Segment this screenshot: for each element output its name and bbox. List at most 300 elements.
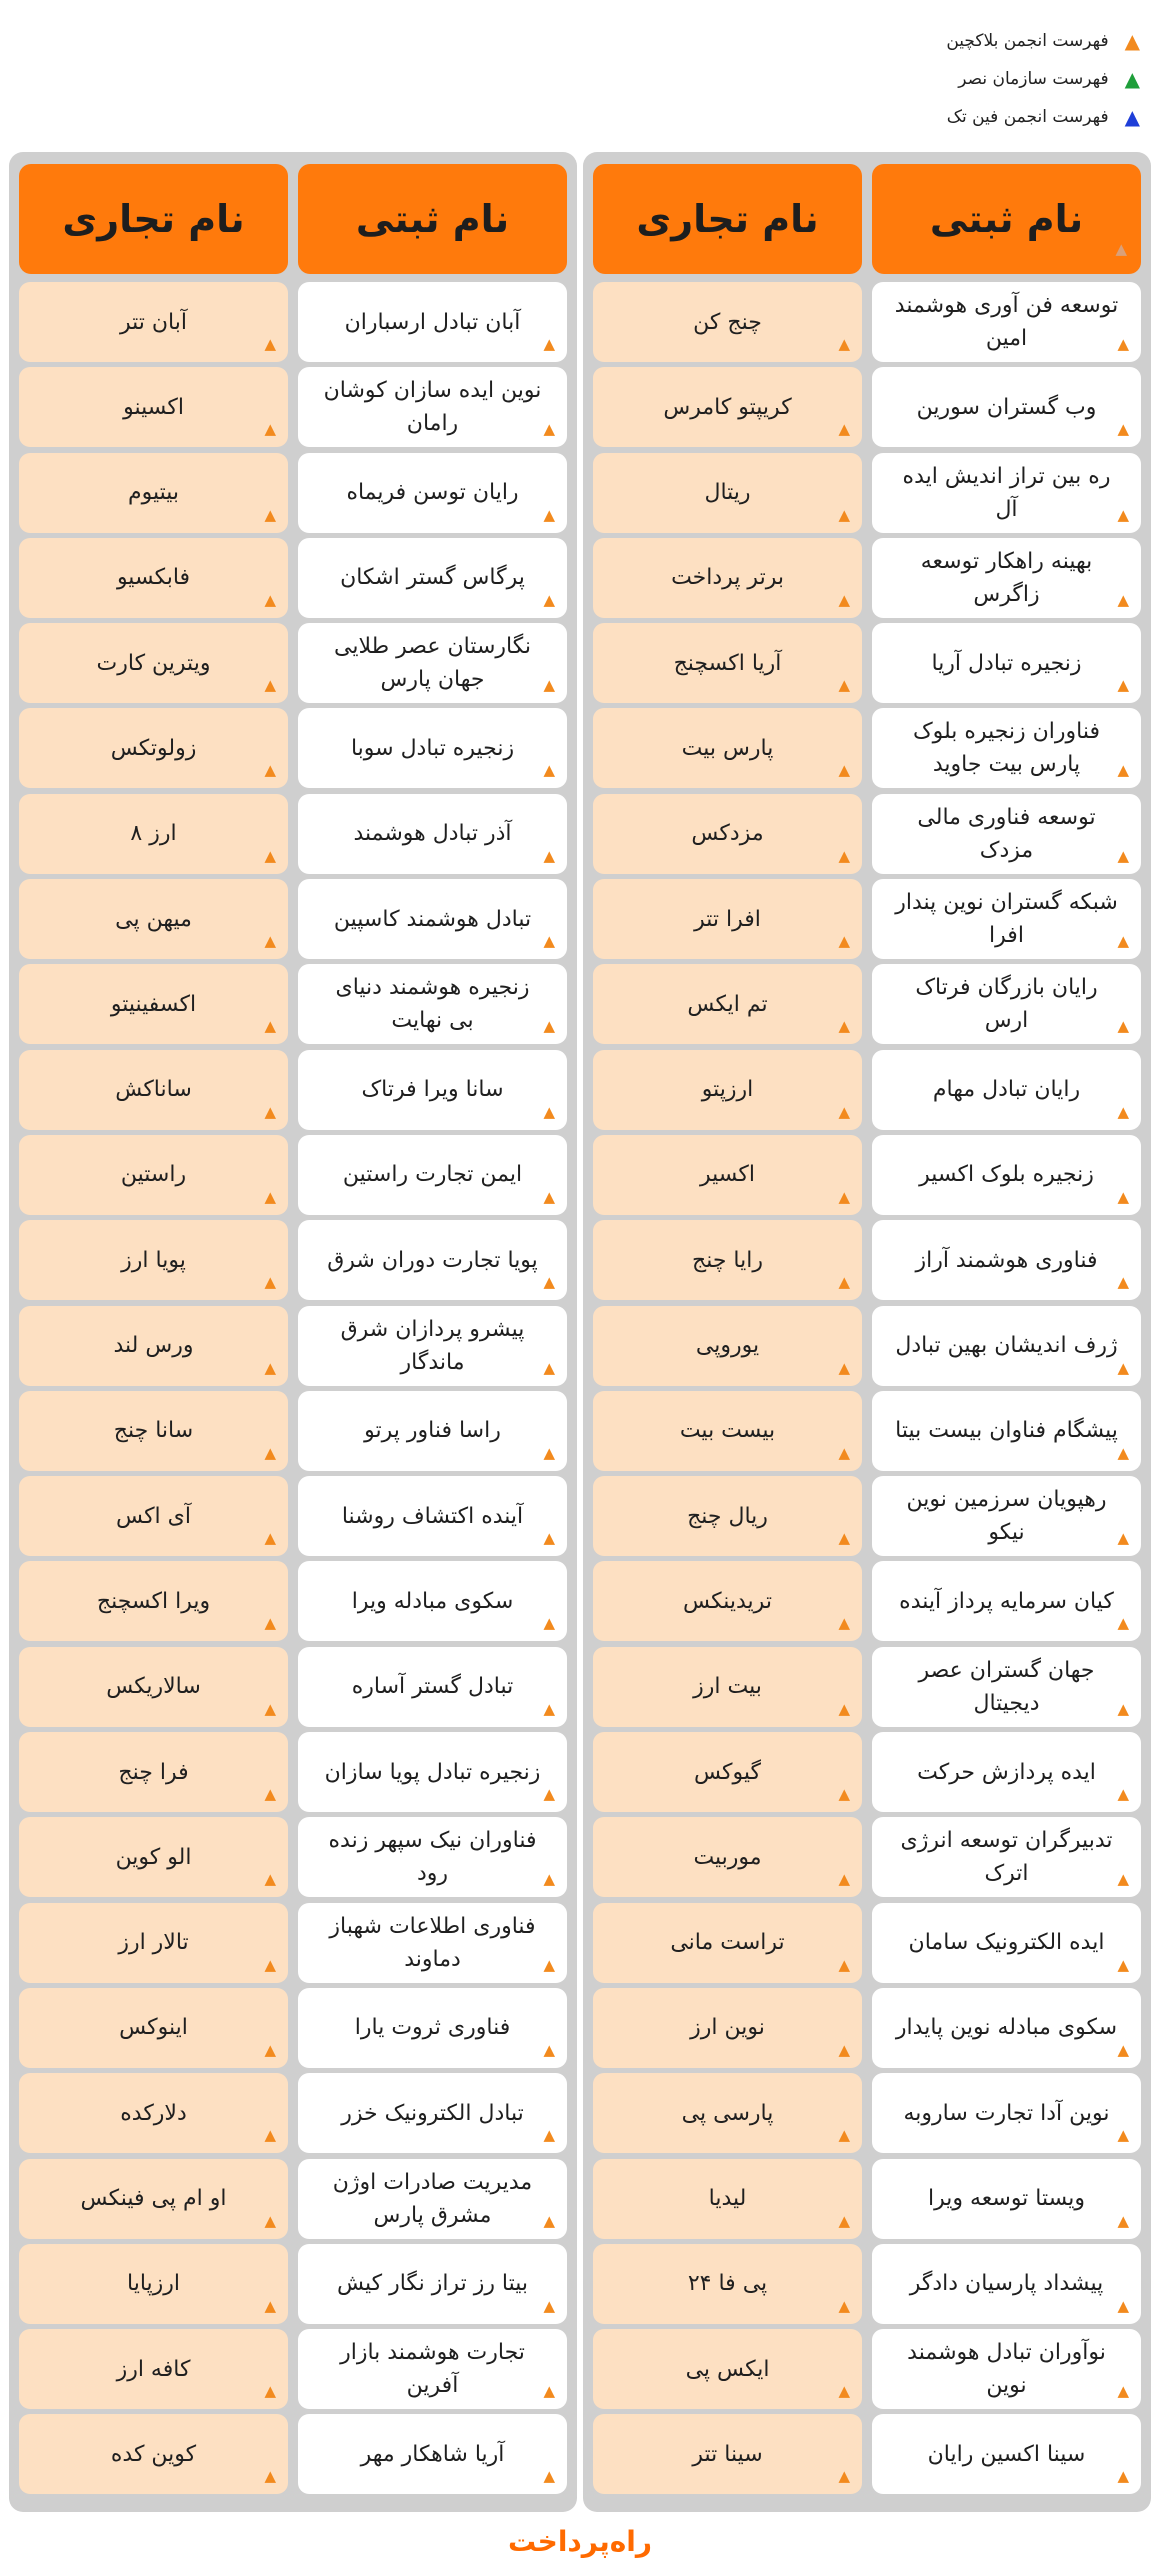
brand-cell: [19, 282, 288, 362]
registered-name-cell: [298, 2159, 567, 2239]
brand-cell-text: او ام پی فینکس: [80, 2186, 227, 2212]
triangle-icon: ▲: [1117, 932, 1129, 951]
brand-cell-text: ایکس پی: [685, 2356, 770, 2382]
registered-name-cell: [872, 2159, 1141, 2239]
triangle-icon: ▲: [264, 590, 276, 609]
registered-name-cell: [872, 1306, 1141, 1386]
triangle-icon: ▲: [264, 761, 276, 780]
table-row: [593, 2073, 1141, 2153]
registered-name-cell: [872, 1732, 1141, 1812]
registered-name-cell: [872, 1135, 1141, 1215]
triangle-icon: ▲: [264, 676, 276, 695]
triangle-icon: ▲: [543, 1529, 555, 1548]
registered-name-cell-text: فناوری هوشمند آراز: [915, 1247, 1098, 1273]
brand-cell: [19, 964, 288, 1044]
registered-name-cell: [298, 1988, 567, 2068]
triangle-icon: ▲: [838, 420, 850, 439]
brand-cell: [19, 1903, 288, 1983]
registered-name-cell: [298, 538, 567, 618]
table-row: [19, 282, 567, 362]
triangle-icon: ▲: [1117, 1273, 1129, 1292]
registered-name-cell-text: تدبیرگران توسعه انرژی اترک: [900, 1828, 1113, 1887]
registered-name-cell-text: زنجیره بلوک اکسیر: [919, 1162, 1094, 1188]
triangle-icon: ▲: [838, 2467, 850, 2486]
triangle-icon: ▲: [838, 2126, 850, 2145]
triangle-icon: ▲: [264, 1443, 276, 1462]
brand-cell: [593, 1050, 862, 1130]
registered-name-cell-text: شبکه گستران نوین پندار افرا: [895, 890, 1118, 949]
table-row: [19, 1306, 567, 1386]
registered-name-cell-text: پیشداد پارسیان دادگر: [909, 2271, 1104, 2297]
brand-cell-text: آریا اکسچنج: [673, 650, 782, 676]
triangle-icon: ▲: [838, 761, 850, 780]
registered-name-header-label: نام ثبتی: [929, 197, 1084, 241]
triangle-icon: ▲: [264, 1358, 276, 1377]
table-row: [19, 367, 567, 447]
registered-name-cell: [298, 964, 567, 1044]
registered-name-cell-text: زنجیره تبادل سوبا: [350, 735, 515, 761]
table-row: [593, 1561, 1141, 1641]
triangle-icon: ▲: [264, 1187, 276, 1206]
registered-name-cell-text: پیشگام فناوان بیست بیتا: [895, 1418, 1118, 1444]
orange-triangle-icon: ▲: [1124, 29, 1140, 53]
brand-cell: [19, 1561, 288, 1641]
brand-cell-text: ارز ۸: [130, 821, 177, 847]
triangle-icon: ▲: [838, 1870, 850, 1889]
left-table: [9, 152, 577, 2512]
raahpardakht-logo: راه‌پرداخت: [508, 2525, 652, 2558]
table-row: [593, 538, 1141, 618]
brand-cell: [593, 1561, 862, 1641]
brand-cell: [19, 367, 288, 447]
brand-cell: [593, 282, 862, 362]
triangle-icon: ▲: [543, 1017, 555, 1036]
table-row: [19, 879, 567, 959]
brand-cell: [19, 2159, 288, 2239]
triangle-icon: ▲: [838, 846, 850, 865]
left-table-body: [19, 282, 567, 2494]
registered-name-cell: [872, 538, 1141, 618]
registered-name-header: [872, 164, 1141, 274]
table-row: [593, 2159, 1141, 2239]
registered-name-cell-text: فناوران نیک سپهر زنده رود: [328, 1828, 537, 1887]
triangle-icon: ▲: [543, 1955, 555, 1974]
registered-name-cell-text: راسا فناور پرتو: [364, 1418, 501, 1444]
legend-label: فهرست انجمن بلاکچین: [946, 31, 1109, 51]
triangle-icon: ▲: [543, 932, 555, 951]
green-triangle-icon: ▲: [1124, 67, 1140, 91]
registered-name-cell-text: رایان تبادل مهام: [932, 1077, 1081, 1103]
brand-cell-text: الو کوین: [115, 1844, 192, 1870]
triangle-icon: ▲: [264, 2296, 276, 2315]
registered-name-cell-text: زنجیره تبادل پویا سازان: [324, 1759, 541, 1785]
brand-cell-text: نوین ارز: [690, 2015, 765, 2041]
triangle-icon: ▲: [543, 1358, 555, 1377]
brand-cell-text: سانا چنج: [113, 1418, 194, 1444]
brand-cell: [593, 1220, 862, 1300]
brand-cell-text: پویا ارز: [121, 1247, 186, 1273]
table-row: [19, 1561, 567, 1641]
brand-cell: [19, 623, 288, 703]
table-row: [593, 1050, 1141, 1130]
table-row: [593, 964, 1141, 1044]
triangle-icon: ▲: [838, 2211, 850, 2230]
triangle-icon: ▲: [838, 1017, 850, 1036]
brand-cell-text: تم ایکس: [687, 991, 768, 1017]
triangle-icon: ▲: [838, 590, 850, 609]
brand-cell: [593, 538, 862, 618]
brand-cell: [19, 1050, 288, 1130]
brand-cell: [593, 1817, 862, 1897]
brand-cell: [593, 1988, 862, 2068]
table-row: [593, 453, 1141, 533]
table-row: [19, 2244, 567, 2324]
brand-cell: [593, 1732, 862, 1812]
brand-cell: [19, 2329, 288, 2409]
legend-label: فهرست سازمان نصر: [958, 69, 1109, 89]
brand-cell-text: دلارکده: [120, 2100, 187, 2126]
registered-name-cell: [872, 2244, 1141, 2324]
table-row: [593, 1476, 1141, 1556]
brand-cell: [19, 2414, 288, 2494]
registered-name-cell: [872, 1050, 1141, 1130]
brand-cell-text: راستین: [120, 1162, 187, 1188]
registered-name-cell-text: سینا اکسین رایان: [927, 2441, 1086, 2467]
triangle-icon: ▲: [543, 2126, 555, 2145]
triangle-icon: ▲: [264, 2040, 276, 2059]
table-row: [19, 1732, 567, 1812]
triangle-icon: ▲: [1117, 2296, 1129, 2315]
brand-cell: [19, 1647, 288, 1727]
registered-name-cell-text: سانا ویرا فرتاک: [361, 1077, 504, 1103]
table-row: [593, 794, 1141, 874]
registered-name-cell: [298, 367, 567, 447]
triangle-icon: ▲: [264, 846, 276, 865]
triangle-icon: ▲: [264, 2211, 276, 2230]
brand-cell-text: موربیت: [693, 1844, 762, 1870]
registered-name-cell: [298, 1135, 567, 1215]
brand-cell-text: گیوکس: [694, 1759, 761, 1785]
registered-name-cell: [298, 1817, 567, 1897]
brand-cell: [593, 367, 862, 447]
triangle-icon: ▲: [543, 1699, 555, 1718]
triangle-icon: ▲: [838, 676, 850, 695]
brand-cell: [593, 1647, 862, 1727]
registered-name-cell-text: وب گستران سورین: [916, 394, 1097, 420]
registered-name-cell-text: ایده پردازش حرکت: [917, 1759, 1096, 1785]
legend-item-fintech: [946, 98, 1140, 136]
triangle-icon: ▲: [838, 1785, 850, 1804]
triangle-icon: ▲: [543, 761, 555, 780]
registered-name-cell: [298, 2073, 567, 2153]
registered-name-cell: [298, 1647, 567, 1727]
right-table-body: [593, 282, 1141, 2494]
triangle-icon: ▲: [543, 1273, 555, 1292]
registered-name-cell: [298, 1561, 567, 1641]
triangle-icon: ▲: [1117, 1102, 1129, 1121]
brand-cell-text: تریدینکس: [683, 1588, 772, 1614]
triangle-icon: ▲: [264, 2382, 276, 2401]
brand-cell-text: افرا تتر: [694, 906, 761, 932]
triangle-icon: ▲: [1117, 1699, 1129, 1718]
registered-name-cell: [298, 708, 567, 788]
registered-name-cell: [298, 2244, 567, 2324]
triangle-icon: ▲: [543, 2382, 555, 2401]
triangle-icon: ▲: [1117, 2211, 1129, 2230]
brand-cell-text: بیت ارز: [693, 1674, 762, 1700]
registered-name-cell: [298, 282, 567, 362]
triangle-icon: ▲: [543, 1187, 555, 1206]
brand-cell-text: سالاریکس: [106, 1674, 201, 1700]
registered-name-cell-text: ایمن تجارت راستین: [342, 1162, 523, 1188]
brand-cell: [19, 1220, 288, 1300]
brand-cell-text: آبان تتر: [120, 309, 187, 335]
registered-name-cell-text: ویستا توسعه ویرا: [927, 2186, 1086, 2212]
triangle-icon: ▲: [1117, 1614, 1129, 1633]
triangle-icon: ▲: [1117, 1785, 1129, 1804]
brand-name-header: نام تجاری: [593, 164, 862, 274]
brand-cell: [19, 1988, 288, 2068]
brand-cell-text: فرا چنج: [118, 1759, 189, 1785]
brand-cell-text: ویترین کارت: [96, 650, 211, 676]
table-row: [593, 1135, 1141, 1215]
triangle-icon: ▲: [1117, 2382, 1129, 2401]
triangle-icon: ▲: [543, 2211, 555, 2230]
registered-name-cell: [872, 1391, 1141, 1471]
table-row: [19, 1220, 567, 1300]
brand-cell-text: میهن پی: [115, 906, 192, 932]
legend-item-blockchain: [946, 22, 1140, 60]
registered-name-cell: [872, 794, 1141, 874]
triangle-icon: ▲: [543, 505, 555, 524]
triangle-icon: ▲: [838, 1955, 850, 1974]
brand-cell-text: اینوکس: [119, 2015, 188, 2041]
registered-name-cell: [872, 1561, 1141, 1641]
brand-cell-text: ساناکش: [115, 1077, 192, 1103]
registered-name-cell-text: مدیریت صادرات اوژن مشرق پارس: [332, 2169, 533, 2228]
registered-name-cell: [872, 2073, 1141, 2153]
triangle-icon: ▲: [838, 932, 850, 951]
brand-cell: [593, 708, 862, 788]
registered-name-cell-text: رایان بازرگان فرتاک ارس: [915, 975, 1098, 1034]
registered-name-cell: [298, 1476, 567, 1556]
brand-cell: [593, 1306, 862, 1386]
triangle-icon: ▲: [543, 846, 555, 865]
triangle-icon: ▲: [264, 2467, 276, 2486]
table-row: [593, 1732, 1141, 1812]
brand-cell-text: ریتال: [704, 480, 751, 506]
brand-cell: [593, 2159, 862, 2239]
table-row: [593, 1647, 1141, 1727]
registered-name-cell-text: تبادل الکترونیک خزر: [341, 2100, 524, 2126]
registered-name-cell: [298, 2329, 567, 2409]
brand-cell-text: تالار ارز: [118, 1930, 189, 1956]
brand-cell-text: اکسینو: [123, 394, 184, 420]
registered-name-cell: [298, 1903, 567, 1983]
table-row: [593, 367, 1141, 447]
registered-name-cell-text: کیان سرمایه پرداز آینده: [899, 1588, 1114, 1614]
registered-name-cell: [872, 879, 1141, 959]
triangle-icon: ▲: [838, 2296, 850, 2315]
brand-cell-text: کریپتو کامرس: [663, 394, 792, 420]
brand-cell: [593, 2414, 862, 2494]
registered-name-cell-text: نوین آدا تجارت ساروبه: [903, 2100, 1110, 2126]
brand-cell: [19, 2073, 288, 2153]
table-row: [19, 538, 567, 618]
registered-name-cell-text: رایان توسن فریماه: [346, 480, 519, 506]
table-row: [593, 708, 1141, 788]
registered-name-cell-text: ایده الکترونیک سامان: [908, 1930, 1105, 1956]
brand-cell: [593, 2329, 862, 2409]
registered-name-cell: [298, 2414, 567, 2494]
triangle-icon: ▲: [838, 1102, 850, 1121]
table-row: [19, 453, 567, 533]
triangle-icon: ▲: [1117, 1358, 1129, 1377]
triangle-icon: ▲: [264, 1699, 276, 1718]
table-header: [593, 164, 1141, 274]
table-row: [593, 1817, 1141, 1897]
triangle-icon: ▲: [838, 335, 850, 353]
brand-cell-text: پارس بیت: [681, 735, 774, 761]
brand-cell-text: فابکسیو: [116, 565, 191, 591]
triangle-icon: ▲: [838, 505, 850, 524]
registered-name-cell: [872, 1647, 1141, 1727]
triangle-icon: ▲: [264, 1614, 276, 1633]
triangle-icon: ▲: [1117, 335, 1129, 353]
registered-name-cell: [872, 1220, 1141, 1300]
triangle-icon: ▲: [543, 420, 555, 439]
triangle-icon: ▲: [543, 1870, 555, 1889]
registered-name-cell-text: توسعه فناوری مالی مزدک: [917, 804, 1096, 863]
table-row: [19, 2159, 567, 2239]
triangle-icon: ▲: [264, 1102, 276, 1121]
brand-cell-text: ریال چنج: [687, 1503, 768, 1529]
table-row: [593, 2414, 1141, 2494]
registered-name-cell: [872, 1988, 1141, 2068]
registered-name-cell-text: بیتا رز تراز نگار کیش: [336, 2271, 529, 2297]
registered-name-cell-text: آذر تبادل هوشمند: [353, 821, 512, 847]
registered-name-cell-text: ژرف اندیشان بهین تبادل: [895, 1333, 1118, 1359]
brand-cell-text: پارسی پی: [681, 2100, 774, 2126]
triangle-icon: ▲: [1117, 1955, 1129, 1974]
triangle-icon: ▲: [838, 2382, 850, 2401]
registered-name-cell-text: نوآوران تبادل هوشمند نوین: [907, 2340, 1106, 2399]
brand-cell-text: کوین کده: [110, 2441, 197, 2467]
registered-name-cell: [872, 453, 1141, 533]
table-row: [19, 623, 567, 703]
brand-cell: [593, 1135, 862, 1215]
triangle-icon: ▲: [838, 1358, 850, 1377]
triangle-icon: ▲: [838, 1529, 850, 1548]
triangle-icon: ▲: [1117, 1443, 1129, 1462]
brand-cell: [19, 538, 288, 618]
registered-name-cell: [872, 1817, 1141, 1897]
brand-cell-text: برتر پرداخت: [671, 565, 784, 591]
triangle-icon: ▲: [838, 1699, 850, 1718]
registered-name-cell-text: آریا شاهکار مهر: [360, 2441, 505, 2467]
registered-name-cell-text: پیشرو پردازان شرق ماندگار: [340, 1316, 525, 1375]
triangle-icon: ▲: [264, 335, 276, 353]
triangle-icon: ▲: [264, 1785, 276, 1804]
legend-label: فهرست انجمن فین تک: [946, 107, 1109, 127]
brand-cell: [593, 453, 862, 533]
brand-name-header: نام تجاری: [19, 164, 288, 274]
registered-name-cell-text: زنجیره هوشمند دنیای بی نهایت: [335, 975, 530, 1034]
registered-name-cell: [298, 1732, 567, 1812]
brand-cell-text: پی فا ۲۴: [687, 2271, 768, 2297]
brand-cell-text: یوروپی: [695, 1333, 760, 1359]
brand-cell: [19, 1306, 288, 1386]
registered-name-cell: [298, 879, 567, 959]
registered-name-cell-text: پویا تجارت دوران شرق: [327, 1247, 538, 1273]
brand-cell-text: رایا چنج: [692, 1247, 763, 1273]
table-row: [593, 1391, 1141, 1471]
registered-name-cell: [872, 2414, 1141, 2494]
table-row: [19, 1050, 567, 1130]
triangle-icon: ▲: [543, 1443, 555, 1462]
brand-cell: [19, 1732, 288, 1812]
triangle-icon: ▲: [1117, 2126, 1129, 2145]
brand-cell-text: ویرا اکسچنج: [96, 1588, 211, 1614]
table-row: [19, 1647, 567, 1727]
table-row: [19, 1988, 567, 2068]
triangle-icon: ▲: [1117, 1017, 1129, 1036]
triangle-icon: ▲: [264, 2126, 276, 2145]
registered-name-cell-text: فناوری ثروت یارا: [354, 2015, 511, 2041]
brand-cell-text: ورس لند: [113, 1333, 194, 1359]
brand-cell: [19, 453, 288, 533]
table-row: [19, 1135, 567, 1215]
registered-name-cell: [872, 367, 1141, 447]
table-row: [19, 708, 567, 788]
triangle-icon: ▲: [264, 505, 276, 524]
registered-name-cell: [298, 1306, 567, 1386]
brand-cell: [19, 2244, 288, 2324]
brand-cell-text: سینا تتر: [692, 2441, 763, 2467]
brand-cell-text: آی اکس: [116, 1503, 191, 1529]
triangle-icon: ▲: [543, 1614, 555, 1633]
triangle-icon: ▲: [543, 2040, 555, 2059]
brand-cell: [19, 1817, 288, 1897]
triangle-icon: ▲: [543, 2296, 555, 2315]
brand-cell-text: زولوتکس: [110, 735, 197, 761]
table-row: [593, 282, 1141, 362]
registered-name-cell: [298, 1220, 567, 1300]
brand-cell-text: اکسیر: [700, 1162, 755, 1188]
registered-name-cell-text: تبادل گستر آساره: [351, 1674, 514, 1700]
registered-name-cell: [872, 708, 1141, 788]
triangle-icon: ▲: [264, 932, 276, 951]
triangle-icon: ▲: [1117, 1529, 1129, 1548]
table-row: [19, 2414, 567, 2494]
registered-name-cell-text: نگارستان عصر طلایی جهان پارس: [334, 634, 531, 693]
registered-name-cell-text: سکوی مبادله نوین پایدار: [895, 2015, 1118, 2041]
table-row: [19, 1391, 567, 1471]
registered-name-cell: [872, 623, 1141, 703]
registered-name-cell: [872, 1903, 1141, 1983]
registered-name-cell-text: پرگاس گستر اشکان: [340, 565, 525, 591]
registered-name-cell-text: رهپویان سرزمین نوین نیکو: [906, 1487, 1107, 1546]
table-row: [593, 879, 1141, 959]
table-row: [593, 623, 1141, 703]
triangle-icon: ▲: [838, 1273, 850, 1292]
table-row: [19, 964, 567, 1044]
table-row: [593, 1220, 1141, 1300]
triangle-icon: ▲: [838, 1614, 850, 1633]
registered-name-cell: [298, 623, 567, 703]
brand-cell-text: ارزپتو: [701, 1077, 754, 1103]
brand-cell: [593, 1903, 862, 1983]
